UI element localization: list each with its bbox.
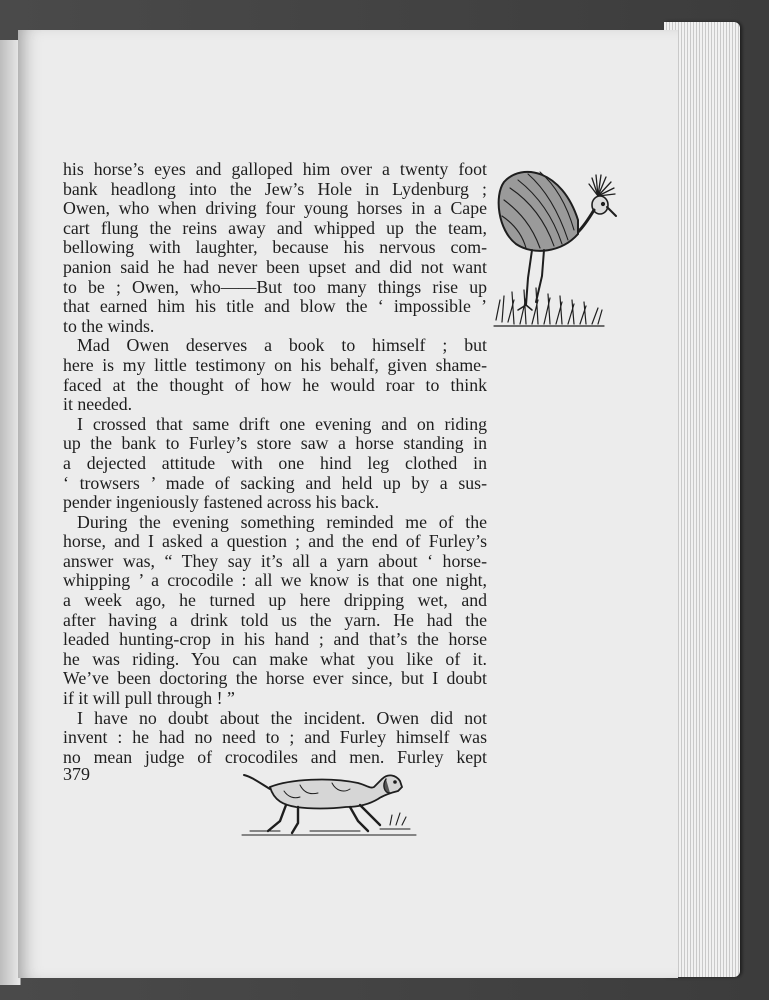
- text-line: Owen, who when driving four young horses in a Cape: [63, 198, 487, 219]
- text-line: if it will pull through ! ”: [63, 688, 235, 709]
- text-line: pender ingeniously fastened across his back.: [63, 492, 380, 513]
- text-line: cart flung the reins away and whipped up the team,: [63, 217, 487, 238]
- text-line: that earned him his title and blow the ‘ impossible ’: [63, 296, 487, 317]
- text-line: his horse’s eyes and galloped him over a twenty foot: [63, 159, 487, 179]
- text-line: he was riding. You can make what you like of it.: [63, 648, 487, 669]
- text-line: up the bank to Furley’s store saw a horse standing in: [63, 433, 487, 454]
- text-line: During the evening something reminded me of the: [77, 511, 487, 532]
- text-line: We’ve been doctoring the horse ever since, but I doubt: [63, 668, 487, 689]
- crowned-crane-icon: [492, 160, 622, 335]
- page-number: 379: [63, 764, 90, 784]
- body-text: [63, 160, 487, 767]
- text-line: ‘ trowsers ’ made of sacking and held up by a sus-: [63, 472, 487, 493]
- text-line: I crossed that same drift one evening and on riding: [77, 413, 487, 434]
- text-line: whipping ’ a crocodile : all we know is that one night,: [63, 570, 487, 591]
- text-line: no mean judge of crocodiles and men. Furley kept: [63, 746, 487, 767]
- dog-icon: [240, 765, 420, 843]
- text-line: I have no doubt about the incident. Owen did not: [77, 707, 487, 728]
- text-line: it needed.: [63, 394, 133, 415]
- text-line: after having a drink told us the yarn. He had the: [63, 609, 487, 630]
- text-line: leaded hunting-crop in his hand ; and that’s the horse: [63, 629, 487, 650]
- text-line: bellowing with laughter, because his nervous com-: [63, 237, 487, 258]
- text-line: horse, and I asked a question ; and the end of Furley’s: [63, 531, 487, 552]
- text-line: bank headlong into the Jew’s Hole in Lydenburg ;: [63, 178, 487, 199]
- text-line: a week ago, he turned up here dripping wet, and: [63, 590, 487, 611]
- text-line: to the winds.: [63, 315, 155, 336]
- text-line: faced at the thought of how he would roar to think: [63, 374, 487, 395]
- text-line: invent : he had no need to ; and Furley himself was: [63, 727, 487, 748]
- text-line: answer was, “ They say it’s all a yarn about ‘ horse-: [63, 550, 487, 571]
- text-line: panion said he had never been upset and did not want: [63, 256, 487, 277]
- text-line: Mad Owen deserves a book to himself ; but: [77, 335, 487, 356]
- text-line: here is my little testimony on his behalf, given shame-: [63, 354, 487, 375]
- text-line: a dejected attitude with one hind leg clothed in: [63, 452, 487, 473]
- text-line: to be ; Owen, who——But too many things rise up: [63, 276, 487, 297]
